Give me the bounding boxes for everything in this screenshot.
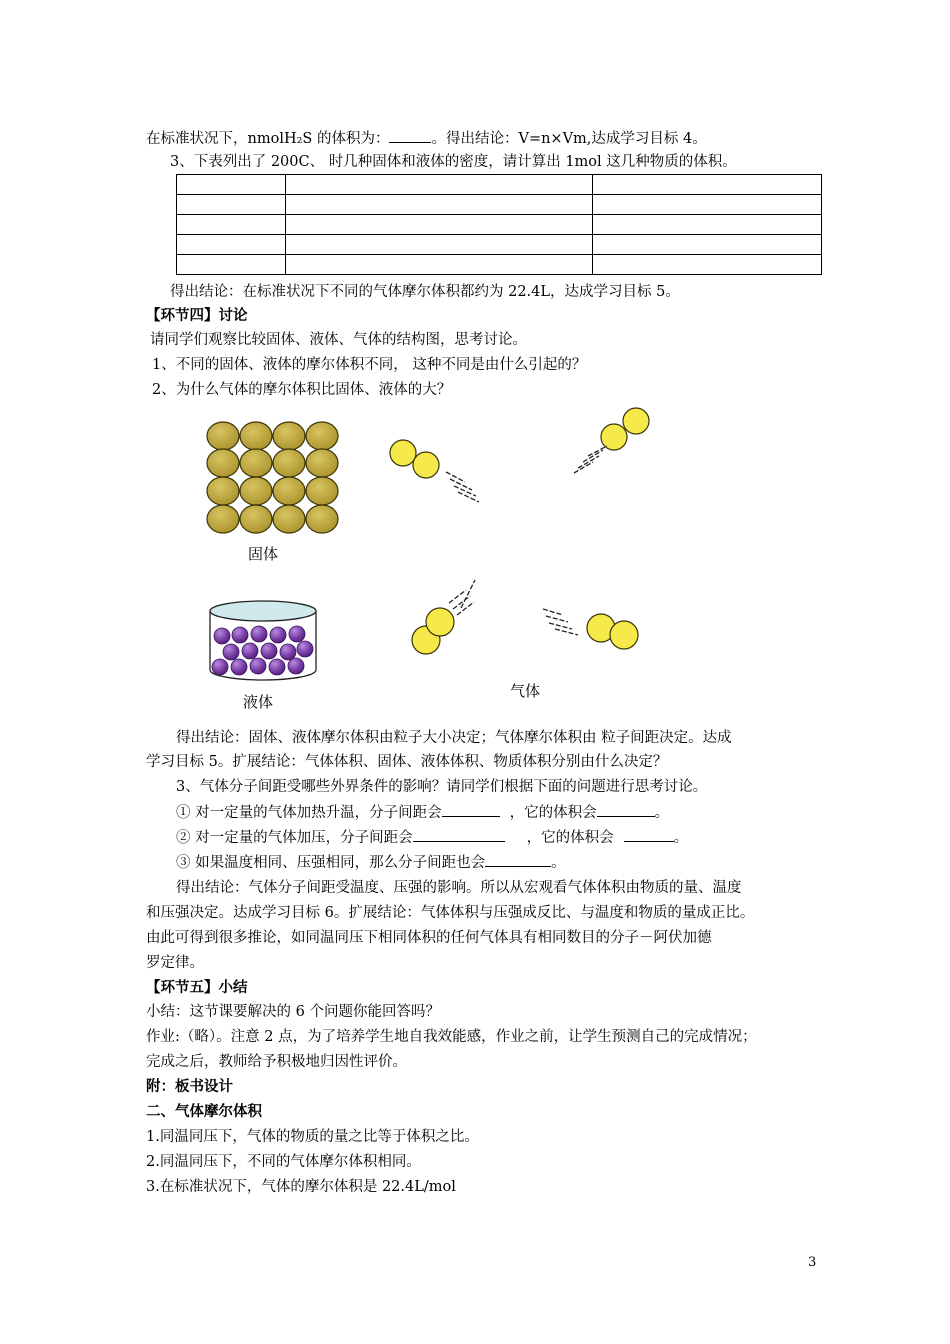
table-row xyxy=(177,175,822,195)
table-row xyxy=(177,235,822,255)
line-goal-5: 学习目标 5。扩展结论：气体体积、固体、液体体积、物质体积分别由什么决定？ xyxy=(146,754,668,770)
blank-6 xyxy=(485,852,551,867)
label-solid: 固体 xyxy=(248,545,279,563)
motion-lines xyxy=(446,472,479,502)
board-item-3: 3.在标准状况下，气体的摩尔体积是 22.4L/mol xyxy=(146,1179,456,1195)
line-avogadro-end: 罗定律。 xyxy=(146,955,204,971)
motion-lines xyxy=(543,609,578,635)
line-question-1: 1、不同的固体、液体的摩尔体积不同， 这种不同是由什么引起的？ xyxy=(152,357,587,373)
line-summary: 小结：这节课要解决的 6 个问题你能回答吗？ xyxy=(146,1004,440,1020)
label-liquid: 液体 xyxy=(243,693,274,711)
blank-1 xyxy=(389,128,431,143)
board-title: 二、气体摩尔体积 xyxy=(146,1104,262,1120)
gas-molecule xyxy=(412,608,454,654)
line-goal-6: 和压强决定。达成学习目标 6。扩展结论：气体体积与压强成反比、与温度和物质的量成正比。 xyxy=(146,905,755,921)
line-q-same: ③ 如果温度相同、压强相同，那么分子间距也会 。 xyxy=(176,852,566,873)
line-q-pressure: ② 对一定量的气体加压，分子间距会 ，它的体积会 。 xyxy=(176,827,688,848)
states-of-matter-figure xyxy=(0,400,950,730)
page-number: 3 xyxy=(808,1255,817,1270)
motion-lines xyxy=(449,580,475,615)
line-homework: 作业:（略）。注意 2 点，为了培养学生地自我效能感，作业之前，让学生预测自己的完成情况； xyxy=(146,1029,757,1045)
blank-2 xyxy=(442,802,500,817)
blank-4 xyxy=(413,827,505,842)
table-row xyxy=(177,215,822,235)
density-table xyxy=(176,174,822,275)
board-design-heading: 附：板书设计 xyxy=(146,1079,233,1095)
line-conclusion-temp: 得出结论：气体分子间距受温度、压强的影响。所以从宏观看气体体积由物质的量、温度 xyxy=(176,880,742,896)
gas-molecule xyxy=(587,614,638,649)
line-observe: 请同学们观察比较固体、液体、气体的结构图，思考讨论。 xyxy=(150,332,527,348)
solid-lattice xyxy=(207,422,338,533)
table-row xyxy=(177,255,822,275)
gas-molecule xyxy=(601,408,649,450)
line-avogadro: 由此可得到很多推论，如同温同压下相同体积的任何气体具有相同数目的分子－阿伏加德 xyxy=(146,930,712,946)
board-item-2: 2.同温同压下，不同的气体摩尔体积相同。 xyxy=(146,1154,421,1170)
blank-5 xyxy=(624,827,674,842)
liquid-container xyxy=(210,601,316,680)
line-question-3: 3、气体分子间距受哪些外界条件的影响？请同学们根据下面的问题进行思考讨论。 xyxy=(176,779,708,795)
line-density-table-intro: 3、下表列出了 200C、 时几种固体和液体的密度，请计算出 1mol 这几种物质的体积。 xyxy=(170,154,737,170)
line-volume-h2s: 在标准状况下，nmolH₂S 的体积为： 。得出结论：V=n×Vm,达成学习目标 4。 xyxy=(146,128,707,149)
section-heading-5: 【环节五】小结 xyxy=(146,980,248,996)
label-gas: 气体 xyxy=(510,682,541,700)
line-conclusion-size: 得出结论：固体、液体摩尔体积由粒子大小决定；气体摩尔体积由 粒子间距决定。达成 xyxy=(176,730,732,746)
line-homework-2: 完成之后，教师给予积极地归因性评价。 xyxy=(146,1054,407,1070)
motion-lines xyxy=(574,446,607,473)
line-conclusion-22-4: 得出结论：在标准状况下不同的气体摩尔体积都约为 22.4L，达成学习目标 5。 xyxy=(170,284,680,300)
table-row xyxy=(177,195,822,215)
section-heading-4: 【环节四】讨论 xyxy=(146,308,248,324)
gas-molecule xyxy=(390,440,439,478)
line-q-heat: ① 对一定量的气体加热升温，分子间距会 ，它的体积会 。 xyxy=(176,802,669,823)
line-question-2: 2、为什么气体的摩尔体积比固体、液体的大？ xyxy=(152,382,452,398)
board-item-1: 1.同温同压下，气体的物质的量之比等于体积之比。 xyxy=(146,1129,479,1145)
blank-3 xyxy=(597,802,655,817)
